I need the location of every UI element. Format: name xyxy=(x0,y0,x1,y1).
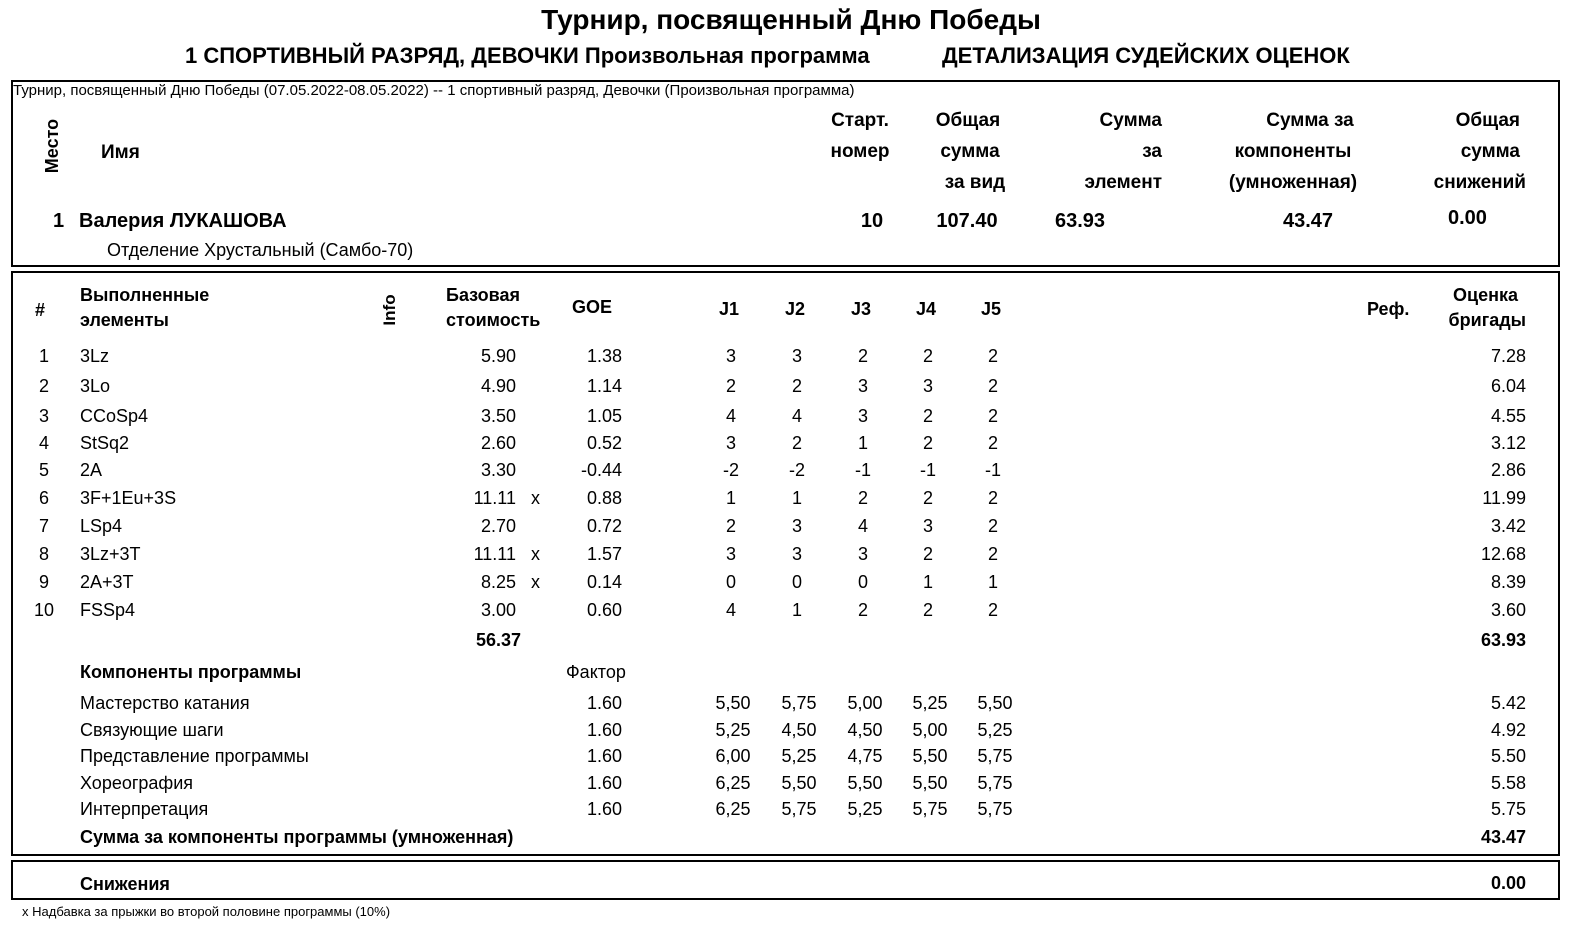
deductions-box xyxy=(11,860,1560,900)
component-name: Интерпретация xyxy=(80,799,209,819)
component-judge-score: 5,50 xyxy=(847,773,883,793)
judge-score: 3 xyxy=(791,544,802,564)
component-judge-score: 5,75 xyxy=(781,799,817,819)
element-goe: 1.57 xyxy=(586,544,622,564)
judge-score: 2 xyxy=(987,488,998,508)
element-code: StSq2 xyxy=(80,433,130,453)
judge-score: 3 xyxy=(857,406,868,426)
col-j4-header: J4 xyxy=(915,299,937,319)
judge-score: 2 xyxy=(987,516,998,536)
element-number: 5 xyxy=(38,460,49,480)
judge-score: 1 xyxy=(987,572,998,592)
component-score: 5.75 xyxy=(1490,799,1526,819)
judge-score: 2 xyxy=(987,346,998,366)
judge-score: 2 xyxy=(987,433,998,453)
component-factor: 1.60 xyxy=(586,746,622,766)
component-factor: 1.60 xyxy=(586,773,622,793)
element-code: 3Lz xyxy=(80,346,110,366)
element-base-value: 8.25 xyxy=(480,572,516,592)
component-judge-score: 4,50 xyxy=(847,720,883,740)
element-panel-score: 11.99 xyxy=(1482,488,1526,508)
element-panel-score: 8.39 xyxy=(1490,572,1526,592)
element-goe: 0.14 xyxy=(586,572,622,592)
element-goe: 0.60 xyxy=(586,600,622,620)
element-panel-score: 2.86 xyxy=(1490,460,1526,480)
element-number: 7 xyxy=(38,516,49,536)
component-score: 5.42 xyxy=(1490,693,1526,713)
component-name: Связующие шаги xyxy=(80,720,224,740)
element-panel-score: 3.42 xyxy=(1490,516,1526,536)
element-goe: 1.05 xyxy=(586,406,622,426)
col-j1-header: J1 xyxy=(718,299,740,319)
components-total-label: Сумма за компоненты программы (умноженная) xyxy=(80,827,514,847)
component-judge-score: 5,25 xyxy=(847,799,883,819)
component-factor: 1.60 xyxy=(586,799,622,819)
component-judge-score: 5,25 xyxy=(715,720,751,740)
judge-score: 3 xyxy=(857,544,868,564)
element-code: 3Lo xyxy=(80,376,111,396)
deductions-label: Снижения xyxy=(80,874,170,894)
element-code: 2A xyxy=(80,460,103,480)
event-line: Турнир, посвященный Дню Победы (07.05.2022-08.05.2022) -- 1 спортивный разряд, Девочки (Произвольная программа) xyxy=(13,82,855,99)
component-factor: 1.60 xyxy=(586,693,622,713)
judge-score: 2 xyxy=(857,488,868,508)
element-info: x xyxy=(531,488,540,508)
judge-score: 1 xyxy=(857,433,868,453)
component-judge-score: 4,75 xyxy=(847,746,883,766)
element-panel-score: 6.04 xyxy=(1490,376,1526,396)
elements-total: 63.93 xyxy=(1480,630,1526,650)
component-score: 5.50 xyxy=(1490,746,1526,766)
element-code: 3Lz+3T xyxy=(80,544,141,564)
component-judge-score: 6,25 xyxy=(715,773,751,793)
judge-score: 3 xyxy=(725,433,736,453)
component-judge-score: 5,75 xyxy=(781,693,817,713)
judge-score: 4 xyxy=(791,406,802,426)
component-score: 5.58 xyxy=(1490,773,1526,793)
skater-start-number: 10 xyxy=(860,210,884,232)
element-code: 3F+1Eu+3S xyxy=(80,488,177,508)
element-base-value: 5.90 xyxy=(480,346,516,366)
col-goe-header: GOE xyxy=(572,297,613,317)
component-judge-score: 5,75 xyxy=(977,746,1013,766)
component-score: 4.92 xyxy=(1490,720,1526,740)
judge-score: 3 xyxy=(857,376,868,396)
element-goe: 1.14 xyxy=(586,376,622,396)
judge-score: 2 xyxy=(857,600,868,620)
element-code: 2A+3T xyxy=(80,572,134,592)
components-title: Компоненты программы xyxy=(80,662,302,682)
col-num-header: # xyxy=(35,300,46,320)
factor-label: Фактор xyxy=(566,662,626,682)
header-place: Место xyxy=(42,118,62,174)
component-name: Мастерство катания xyxy=(80,693,250,713)
judge-score: 3 xyxy=(791,516,802,536)
judge-score: 2 xyxy=(857,346,868,366)
element-goe: -0.44 xyxy=(580,460,622,480)
components-total: 43.47 xyxy=(1480,827,1526,847)
judge-score: 2 xyxy=(725,376,736,396)
judge-score: 1 xyxy=(791,488,802,508)
element-base-value: 2.70 xyxy=(480,516,516,536)
component-judge-score: 5,25 xyxy=(977,720,1013,740)
page-title: Турнир, посвященный Дню Победы xyxy=(541,4,1041,35)
header-name: Имя xyxy=(101,142,140,163)
element-base-value: 3.50 xyxy=(480,406,516,426)
element-goe: 1.38 xyxy=(586,346,622,366)
judge-score: 3 xyxy=(725,346,736,366)
element-base-value: 11.11 xyxy=(473,488,516,508)
judge-score: 2 xyxy=(987,406,998,426)
judge-score: 2 xyxy=(987,544,998,564)
judge-score: 4 xyxy=(725,406,736,426)
component-judge-score: 5,00 xyxy=(847,693,883,713)
component-judge-score: 5,25 xyxy=(912,693,948,713)
element-number: 2 xyxy=(38,376,49,396)
judge-score: 1 xyxy=(725,488,736,508)
element-goe: 0.52 xyxy=(586,433,622,453)
skater-place: 1 xyxy=(53,210,65,232)
component-judge-score: 5,50 xyxy=(781,773,817,793)
element-panel-score: 3.12 xyxy=(1490,433,1526,453)
component-judge-score: 5,75 xyxy=(977,799,1013,819)
component-judge-score: 4,50 xyxy=(781,720,817,740)
judge-score: 4 xyxy=(857,516,868,536)
judge-score: -2 xyxy=(722,460,739,480)
judge-score: 3 xyxy=(725,544,736,564)
judge-score: 2 xyxy=(987,376,998,396)
element-base-value: 4.90 xyxy=(480,376,516,396)
element-info: x xyxy=(531,572,540,592)
element-base-value: 11.11 xyxy=(473,544,516,564)
element-base-value: 3.00 xyxy=(480,600,516,620)
component-judge-score: 5,50 xyxy=(912,746,948,766)
skater-total: 107.40 xyxy=(936,210,998,232)
element-panel-score: 3.60 xyxy=(1490,600,1526,620)
element-number: 10 xyxy=(33,600,55,620)
element-number: 8 xyxy=(38,544,49,564)
judge-score: 2 xyxy=(725,516,736,536)
judge-score: -2 xyxy=(788,460,805,480)
component-judge-score: 5,50 xyxy=(977,693,1013,713)
element-code: CCoSp4 xyxy=(80,406,149,426)
judge-score: 3 xyxy=(791,346,802,366)
element-number: 3 xyxy=(38,406,49,426)
judge-score: 2 xyxy=(922,488,933,508)
component-judge-score: 5,75 xyxy=(912,799,948,819)
component-factor: 1.60 xyxy=(586,720,622,740)
judge-score: 2 xyxy=(922,346,933,366)
page-subtitle: 1 СПОРТИВНЫЙ РАЗРЯД, ДЕВОЧКИ Произвольная программа xyxy=(185,43,870,68)
judge-score: -1 xyxy=(984,460,1001,480)
judge-score: 1 xyxy=(791,600,802,620)
judge-score: 2 xyxy=(922,600,933,620)
element-number: 9 xyxy=(38,572,49,592)
element-number: 4 xyxy=(38,433,49,453)
judge-score: -1 xyxy=(854,460,871,480)
skater-club: Отделение Хрустальный (Самбо-70) xyxy=(107,240,414,260)
page-subtitle-right: ДЕТАЛИЗАЦИЯ СУДЕЙСКИХ ОЦЕНОК xyxy=(942,43,1350,68)
col-j3-header: J3 xyxy=(850,299,872,319)
judge-score: 2 xyxy=(922,406,933,426)
component-judge-score: 5,25 xyxy=(781,746,817,766)
judge-score: 3 xyxy=(922,516,933,536)
element-goe: 0.72 xyxy=(586,516,622,536)
judge-score: 2 xyxy=(922,544,933,564)
footnote: x Надбавка за прыжки во второй половине программы (10%) xyxy=(22,904,391,919)
judge-score: 1 xyxy=(922,572,933,592)
judge-score: 4 xyxy=(725,600,736,620)
component-judge-score: 6,25 xyxy=(715,799,751,819)
component-judge-score: 6,00 xyxy=(715,746,751,766)
skater-name: Валерия ЛУКАШОВА xyxy=(79,210,287,232)
judge-score: -1 xyxy=(919,460,936,480)
skater-component-score: 43.47 xyxy=(1283,210,1334,232)
judge-score: 0 xyxy=(791,572,802,592)
component-name: Представление программы xyxy=(80,746,309,766)
component-name: Хореография xyxy=(80,773,194,793)
skater-element-score: 63.93 xyxy=(1055,210,1106,232)
component-judge-score: 5,50 xyxy=(715,693,751,713)
element-panel-score: 7.28 xyxy=(1490,346,1526,366)
judge-score: 0 xyxy=(857,572,868,592)
element-info: x xyxy=(531,544,540,564)
element-base-value: 2.60 xyxy=(480,433,516,453)
judge-score: 2 xyxy=(987,600,998,620)
judge-score: 2 xyxy=(791,376,802,396)
component-judge-score: 5,50 xyxy=(912,773,948,793)
element-number: 6 xyxy=(38,488,49,508)
judge-score: 3 xyxy=(922,376,933,396)
element-code: FSSp4 xyxy=(80,600,136,620)
col-ref-header: Реф. xyxy=(1367,299,1410,319)
element-base-value: 3.30 xyxy=(480,460,516,480)
judge-score: 2 xyxy=(922,433,933,453)
element-code: LSp4 xyxy=(80,516,123,536)
element-goe: 0.88 xyxy=(586,488,622,508)
component-judge-score: 5,00 xyxy=(912,720,948,740)
col-info-header: Info xyxy=(380,294,399,326)
element-panel-score: 4.55 xyxy=(1490,406,1526,426)
col-j2-header: J2 xyxy=(784,299,806,319)
judge-score: 0 xyxy=(725,572,736,592)
base-total: 56.37 xyxy=(475,630,521,650)
col-j5-header: J5 xyxy=(980,299,1002,319)
judge-score: 2 xyxy=(791,433,802,453)
component-judge-score: 5,75 xyxy=(977,773,1013,793)
skater-deductions: 0.00 xyxy=(1448,207,1487,229)
deductions-total: 0.00 xyxy=(1490,873,1526,893)
element-panel-score: 12.68 xyxy=(1480,544,1526,564)
element-number: 1 xyxy=(38,346,49,366)
